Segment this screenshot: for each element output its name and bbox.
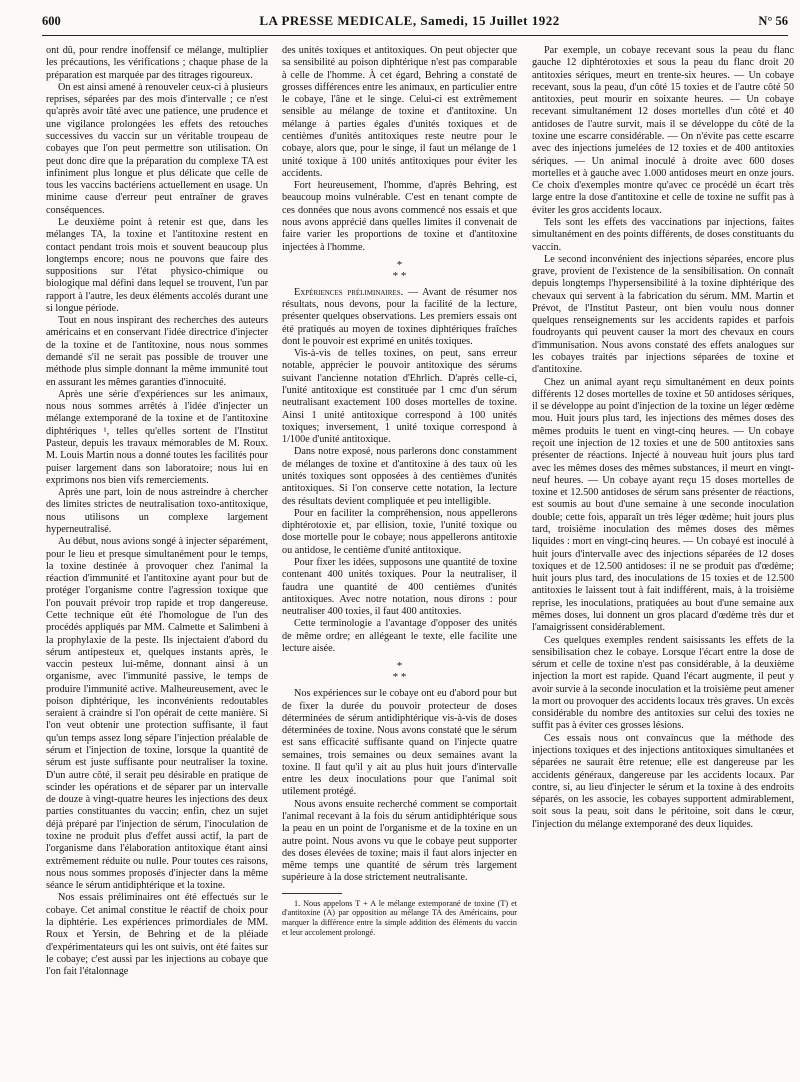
paragraph: Nos expériences sur le cobaye ont eu d'abord pour but de fixer la durée du pouvoir protecteur de doses déterminées de sérum antidiphtérique vis-à-vis de doses déterminées de toxine. Nous avons constaté que le sérum est sans efficacité suffisante quand on l'injecte quatre semaines, trois semaines ou deux semaines avant la toxine. Il faut qu'il y ait au plus huit jours d'intervalle entre les deux inoculations pour que l'animal soit utilement protégé. [282,688,517,798]
paragraph: Cette terminologie a l'avantage d'opposer des unités de même ordre; en allégeant le texte, elle facilite une lecture aisée. [282,618,517,654]
issue-number: N° 56 [758,14,788,28]
text-column-right [532,45,794,1070]
paragraph: ont dû, pour rendre inoffensif ce mélange, multiplier les précautions, les vérifications ; chaque phase de la préparation est marquée par des titrages rigoureux. [46,45,268,81]
paragraph: Ces quelques exemples rendent saisissants les effets de la sensibilisation chez le cobaye. Lorsque l'écart entre la dose de sérum et celle de toxine n'est pas considérable, à la deuxième injection la mort est rapide. Quand l'écart augmente, il peut y avoir survie à la seconde inoculation et la troisième peut amener la mort ou provoquer des accidents locaux très graves. Un excès considérable du nombre des antitoxies sur celui des toxies ne suffit pas à éviter ces grosses lésions. [532,634,794,732]
page-header [42,13,788,36]
paragraph: Dans notre exposé, nous parlerons donc constamment de mélanges de toxine et d'antitoxine à des taux où les unités toxiques sont opposées à des centièmes d'unités antitoxiques. Si l'on conserve cette notation, la lecture des résultats devient compliquée et peu intelligible. [282,446,517,507]
paragraph: Vis-à-vis de telles toxines, on peut, sans erreur notable, apprécier le pouvoir antitoxique des sérums suivant l'ancienne notation d'Ehrlich. D'après celle-ci, l'unité antitoxique est constituée par 1 cmc d'un sérum neutralisant exactement 100 doses mortelles de toxine. Ainsi 1 unité antitoxique correspond à 100 unités toxiques; inversement, 1 unité toxique correspond à 1/100e d'unité antitoxique. [282,348,517,446]
section-label: Expériences préliminaires. [294,286,404,298]
footnote-text: 1. Nous appelons T + A le mélange extemporané de toxine (T) et d'antitoxine (A) par opposition au mélange TA des Américains, pour marquer la différence entre la simple addition des éléments du vaccin et leur accolement prolongé. [282,898,517,937]
paragraph: Pour en faciliter la compréhension, nous appellerons diphtérotoxie et, par ellision, toxie, l'unité toxique ou dose mortelle pour le cobaye; nous appellerons antitoxie ou antidose, le centième d'unité antitoxique. [282,507,517,556]
paragraph: Après une série d'expériences sur les animaux, nous nous sommes arrêtés à l'idée d'injecter un mélange extemporané de la toxine et de l'antitoxine diphtériques ¹, telles qu'elles sortent de l'Institut Pasteur, depuis les travaux mémorables de M. Roux. M. Louis Martin nous a donné toutes les facilités pour puiser largement dans son laboratoire; nous lui en exprimons nos bien vifs remerciements. [46,388,268,486]
paragraph: Nous avons ensuite recherché comment se comportait l'animal recevant à la fois du sérum antidiphtérique sous la peau en un point de l'organisme et de la toxine en un autre point. Nous avons vu que le cobaye peut supporter des doses élevées de toxine; mais il faut alors injecter en même temps une quantité de sérum très largement supérieure à la dose strictement neutralisante. [282,798,517,884]
paragraph: Nos essais préliminaires ont été effectués sur le cobaye. Cet animal constitue le réactif de choix pour la diphtérie. Les expériences primordiales de MM. Roux et Yersin, de Behring et de la pléiade d'expérimentateurs qui les ont suivis, ont été faites sur le cobaye; c'est aussi par les injections au cobaye que l'on fait l'étalonnage [46,892,268,978]
journal-title: LA PRESSE MEDICALE, Samedi, 15 Juillet 1922 [259,13,560,28]
paragraph: Au début, nous avions songé à injecter séparément, pour le lieu et presque simultanément pour le temps, la toxine destinée à provoquer chez l'animal la réaction d'immunité et l'antitoxine ayant pour but de protéger l'organisme contre l'agression toxique que l'on pouvait prévoir trop rapide et trop dangereuse. Cette technique eût été l'homologue de l'un des procédés appliqués par MM. Calmette et Salimbeni à la prophylaxie de la peste. Ils injectaient d'abord du sérum antipesteux et, quelques instants après, le vaccin pesteux lui-même, donnant ainsi à un organisme, avec l'immunité passive, le temps de produire l'immunité active. Malheureusement, avec le poison diphtérique, les inconvénients redoutables seraient à craindre si l'on opérait de cette manière. Si l'on veut obtenir une protection suffisante, il faut qu'un temps assez long sépare l'injection préalable de sérum et l'injection de toxine, lorsque la quantité de sérum est juste suffisante pour neutraliser la toxine. D'un autre côté, il serait peu désirable en pratique de scinder les opérations et de séparer par un intervalle de douze à vingt-quatre heures les injections des deux parties constituantes du vaccin; enfin, chez un sujet déjà préparé par l'injection de sérum, l'inoculation de toxine ne produit plus d'effet aussi actif, la part de l'organisme dans l'élaboration antitoxique étant ainsi extrêmement réduite ou nulle. Pour toutes ces raisons, nous nous sommes proposés d'injecter dans la même séance le sérum antidiphtérique et la toxine. [46,536,268,892]
paragraph: Tels sont les effets des vaccinations par injections, faites simultanément en des points différents, de doses constituants du vaccin. [532,216,794,253]
paragraph [282,287,517,348]
paragraph: Tout en nous inspirant des recherches des auteurs américains et en conservant l'idée directrice d'injecter de la toxine et de l'antitoxine, nous nous sommes demandé s'il ne serait pas possible de trouver une méthode plus simple donnant la même immunité tout en assurant les mêmes garanties d'innocuité. [46,315,268,388]
paragraph: Après une part, loin de nous astreindre à chercher des limites strictes de neutralisation toxo-antitoxique, nous utilisons un complexe largement hyperneutralisé. [46,487,268,535]
section-separator-asterism: * * * [392,660,407,684]
paragraph: On est ainsi amené à renouveler ceux-ci à plusieurs reprises, séparées par des mois d'intervalle ; ce n'est qu'après avoir tâté avec une patience, une prudence et une vigilance prolongées les effets des retouches successives du vaccin sur un véritable troupeau de cobayes que l'on peut permettre son utilisation. On peut donc dire que la préparation du complexe TA est infiniment plus longue et plus délicate que celle de tous les vaccins bactériens actuellement en usage. Un minime cause d'erreur peut entraîner de graves conséquences. [46,81,268,216]
paragraph: Le second inconvénient des injections séparées, encore plus grave, provient de l'existence de la sensibilisation. On connaît depuis longtemps l'hypersensibilité à la toxine diphtérique des chevaux qui servent à la fabrication du sérum. MM. Martin et Prévot, de l'Institut Pasteur, ont bien voulu nous donner quelques renseignements sur les accidents rapides et parfois foudroyants qui peuvent causer la mort des chevaux en cours d'immunisation. Nous avons constaté des effets analogues sur les cobayes traités par injections séparées de toxine et d'antitoxine. [532,253,794,376]
paragraph: Le deuxième point à retenir est que, dans les mélanges TA, la toxine et l'antitoxine restent en contact pendant trois mois et souvent beaucoup plus longtemps encore; nous ne pouvons que faire des suppositions sur l'état physico-chimique ou biologique mal défini dans lequel se trouvent, l'un par rapport à l'autre, les deux éléments accolés durant une si longue période. [46,216,268,314]
text-column-middle [282,45,517,1070]
text-column-left [46,45,268,1070]
page-number: 600 [42,14,61,28]
paragraph: Ces essais nous ont convaincus que la méthode des injections toxiques et des injections antitoxiques simultanées et séparées ne saurait être retenue; elle est dangereuse par les accidents généraux, dangereuse par les accidents locaux. Par contre, si, au lieu d'injecter le sérum et la toxine à des endroits séparés, on les associe, les cobayes supportent admirablement, soit sous la peau, soit dans le péritoine, soit dans le cœur, l'injection du mélange extemporané des deux liquides. [532,732,794,830]
paragraph: Pour fixer les idées, supposons une quantité de toxine contenant 400 unités toxiques. Pour la neutraliser, il faudra une quantité de 400 centièmes d'unités antitoxiques. Avec notre notation, nous dirons : pour neutraliser 400 toxies, il faut 400 antitoxies. [282,556,517,618]
paragraph: Chez un animal ayant reçu simultanément en deux points différents 12 doses mortelles de toxine et 50 antidoses sériques, il se développe au point d'injection de la toxine un léger œdème mou. Huit jours plus tard, les injections des mêmes doses des mêmes produits le tuent en vingt-cinq heures. — Un cobaye reçoit une injection de 12 toxies et une de 500 antitoxies sans présenter de réactions. Injecté à nouveau huit jours plus tard avec les mêmes doses des mêmes substances, il meurt en vingt-neuf heures. — Un cobaye ayant reçu 15 doses mortelles de toxine et 12.500 antidoses de sérum sans présenter de réactions, est soumis au bout d'une semaine à une seconde inoculation double; cette fois, apparaît un très léger œdème; huit jours plus tard, troisième inoculation des mêmes doses des mêmes liquides : mort en vingt-cinq heures. — Un cobayé est inoculé à huit jours d'intervalle avec des injections séparées de 12 doses toxiques et de 12.500 antidoses: il ne se produit pas d'œdème; huit jours plus tard, des inoculations de 15 toxies et de 12.500 antitoxies le laissent tout à fait indifférent, mais, à la troisième reprise, les inoculations, pratiquées au bout d'une semaine aux mêmes doses, lui donnent un gros placard d'œdème très dur et l'amaigrissent considérablement. [532,376,794,634]
paragraph: des unités toxiques et antitoxiques. On peut objecter que sa sensibilité au poison diphtérique n'est pas comparable à celle de l'homme. À cet égard, Behring a constaté de grosses différences entre les animaux, en particulier entre le cobaye, l'âne et le singe. Celui-ci est extrêmement sensible au mélange de toxine et d'antitoxine. Un mélange à parties égales d'unités toxiques et de centièmes d'unités antitoxiques reste neutre pour le cobaye, alors que, pour le singe, il faut un mélange de 1 unité toxique à 100 unités antitoxiques pour éviter les accidents. [282,45,517,179]
paragraph-text: — Avant de résumer nos résultats, nous devons, pour la facilité de la lecture, présenter quelques observations. Les premiers essais ont été pratiqués au moyen de toxines diphtériques fraîches dont le pouvoir est exprimé en unités toxiques. [282,286,517,347]
footnote-rule [282,893,342,894]
paragraph: Par exemple, un cobaye recevant sous la peau du flanc gauche 12 diphtérotoxies et sous la peau du flanc droit 20 antitoxies sériques, meurt en trente-six heures. — Un cobaye recevant, sous la peau, d'un côté 15 toxies et de l'autre côté 50 antitoxies, peut mourir en soixante heures. — Un cobaye recevant simultanément 12 doses mortelles d'un côté et 40 antidoses de l'autre survit, mais il se développe du côté de la toxine une escarre considérable. — On n'évite pas cette escarre avec des injections jumelées de 12 toxies et de 400 antitoxies sériques. — Un animal inoculé à droite avec 600 doses mortelles et à gauche avec 1.000 antidoses meurt en onze jours. Ce choix d'exemples montre qu'avec ce procédé un écart très large entre la dose d'antitoxine et celle de toxine ne suffit pas à éviter les gros accidents locaux. [532,45,794,216]
section-separator-asterism: * * * [392,258,407,282]
footnote [282,899,517,937]
paragraph: Fort heureusement, l'homme, d'après Behring, est beaucoup moins vulnérable. C'est en tenant compte de ces données que nous avons commencé nos essais et que nous avons apprécié dans quelles limites il convenait de faire varier les proportions de toxine et d'antitoxine injectées à l'homme. [282,180,517,253]
